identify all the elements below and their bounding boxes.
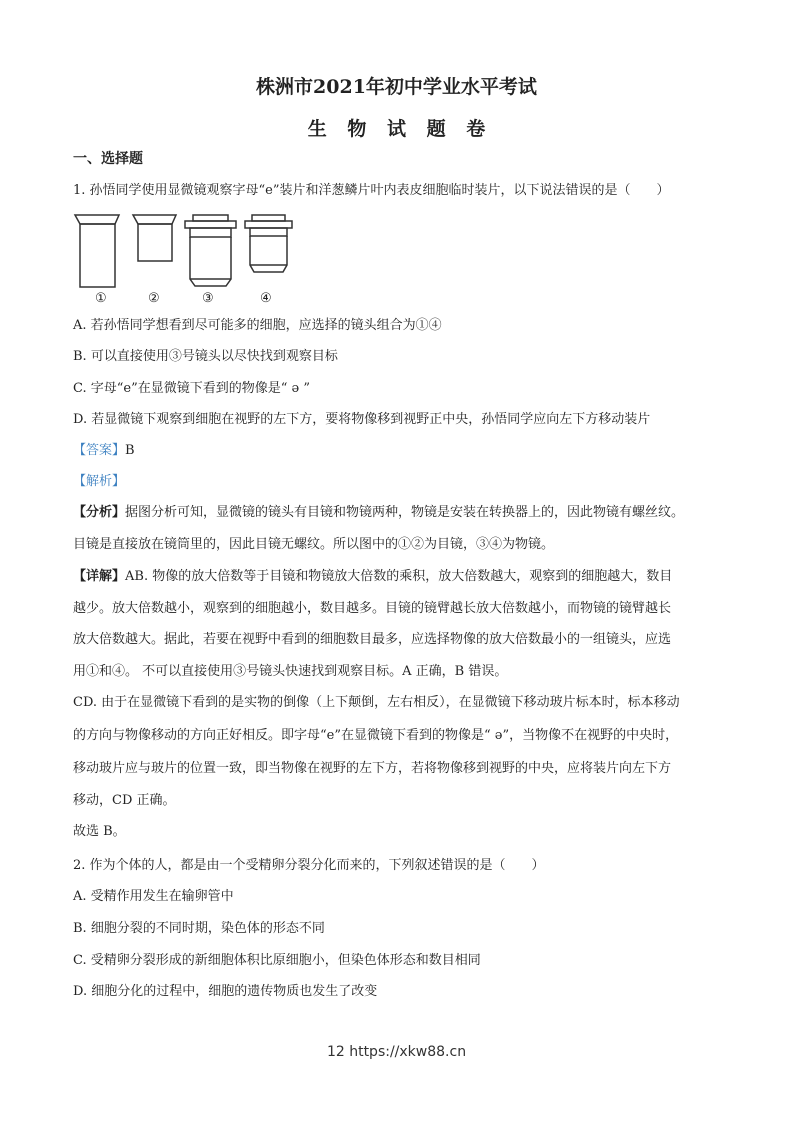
- figure-label-3: ③: [202, 291, 214, 306]
- q1-option-d: D. 若显微镜下观察到细胞在视野的左下方，要将物像移到视野正中央，孙悟同学应向左下方移动装片: [73, 412, 651, 427]
- detail-line-8: 移动，CD 正确。: [73, 793, 176, 808]
- answer-value: B: [125, 443, 135, 458]
- detail-conclusion: 故选 B。: [73, 824, 126, 839]
- figure-label-4: ④: [260, 291, 272, 306]
- q2-option-c: C. 受精卵分裂形成的新细胞体积比原细胞小，但染色体形态和数目相同: [73, 953, 481, 968]
- q2-option-a: A. 受精作用发生在输卵管中: [73, 889, 234, 904]
- analysis-tag: 【分析】: [73, 505, 126, 520]
- detail-line-5: CD. 由于在显微镜下看到的是实物的倒像（上下颠倒，左右相反），在显微镜下移动玻片标本时，标本移动: [73, 695, 680, 710]
- detail-line-6: 的方向与物像移动的方向正好相反。即字母“e”在显微镜下看到的物像是“ ə”，当物像不在视野的中央时，: [73, 728, 679, 743]
- analysis-label: 【解析】: [73, 474, 126, 489]
- analysis-text: 据图分析可知，显微镜的镜头有目镜和物镜两种，物镜是安装在转换器上的，因此物镜有螺丝纹。: [125, 505, 685, 520]
- detail-line-4: 用①和④。 不可以直接使用③号镜头快速找到观察目标。A 正确，B 错误。: [73, 664, 508, 679]
- exam-title: 株洲市2021年初中学业水平考试: [256, 76, 537, 98]
- detail-line-7: 移动玻片应与玻片的位置一致，即当物像在视野的左下方，若将物像移到视野的中央，应将装片向左下方: [73, 761, 672, 776]
- figure-label-2: ②: [148, 291, 160, 306]
- q2-option-d: D. 细胞分化的过程中，细胞的遗传物质也发生了改变: [73, 984, 378, 999]
- detail-text: AB. 物像的放大倍数等于目镜和物镜放大倍数的乘积，放大倍数越大，观察到的细胞越大，数目: [125, 569, 673, 584]
- exam-subtitle: 生 物 试 题 卷: [307, 118, 486, 140]
- analysis-line-2: 目镜是直接放在镜筒里的，因此目镜无螺纹。所以图中的①②为目镜，③④为物镜。: [73, 537, 555, 552]
- objective-eyepiece-figure: [73, 212, 293, 292]
- page-footer: 12 https://xkw88.cn: [326, 1044, 467, 1060]
- lens-1: [75, 215, 119, 287]
- q2-option-b: B. 细胞分裂的不同时期，染色体的形态不同: [73, 921, 325, 936]
- detail-line-2: 越少。放大倍数越小，观察到的细胞越小，数目越多。目镜的镜臂越长放大倍数越小，而物镜的镜臂越长: [73, 601, 672, 616]
- q1-option-b: B. 可以直接使用③号镜头以尽快找到观察目标: [73, 349, 338, 364]
- detail-tag: 【详解】: [73, 569, 126, 584]
- detail-line-3: 放大倍数越大。据此，若要在视野中看到的细胞数目最多，应选择物像的放大倍数最小的一组镜头，应选: [73, 632, 672, 647]
- lens-4: [245, 215, 292, 272]
- q1-stem: 1. 孙悟同学使用显微镜观察字母“e”装片和洋葱鳞片叶内表皮细胞临时装片，以下说法错误的是（ ）: [73, 183, 670, 198]
- figure-label-1: ①: [95, 291, 107, 306]
- lens-2: [133, 215, 176, 261]
- q1-option-c: C. 字母“e”在显微镜下看到的物像是“ ə ”: [73, 381, 310, 396]
- answer-label: 【答案】: [73, 443, 126, 458]
- q2-stem: 2. 作为个体的人，都是由一个受精卵分裂分化而来的，下列叙述错误的是（ ）: [73, 858, 545, 873]
- analysis-line-1: [73, 505, 684, 521]
- lens-3: [185, 215, 236, 286]
- q1-option-a: A. 若孙悟同学想看到尽可能多的细胞，应选择的镜头组合为①④: [73, 318, 442, 333]
- detail-line-1: [73, 569, 672, 585]
- answer-line: [73, 443, 135, 459]
- section-heading: 一、选择题: [73, 151, 143, 167]
